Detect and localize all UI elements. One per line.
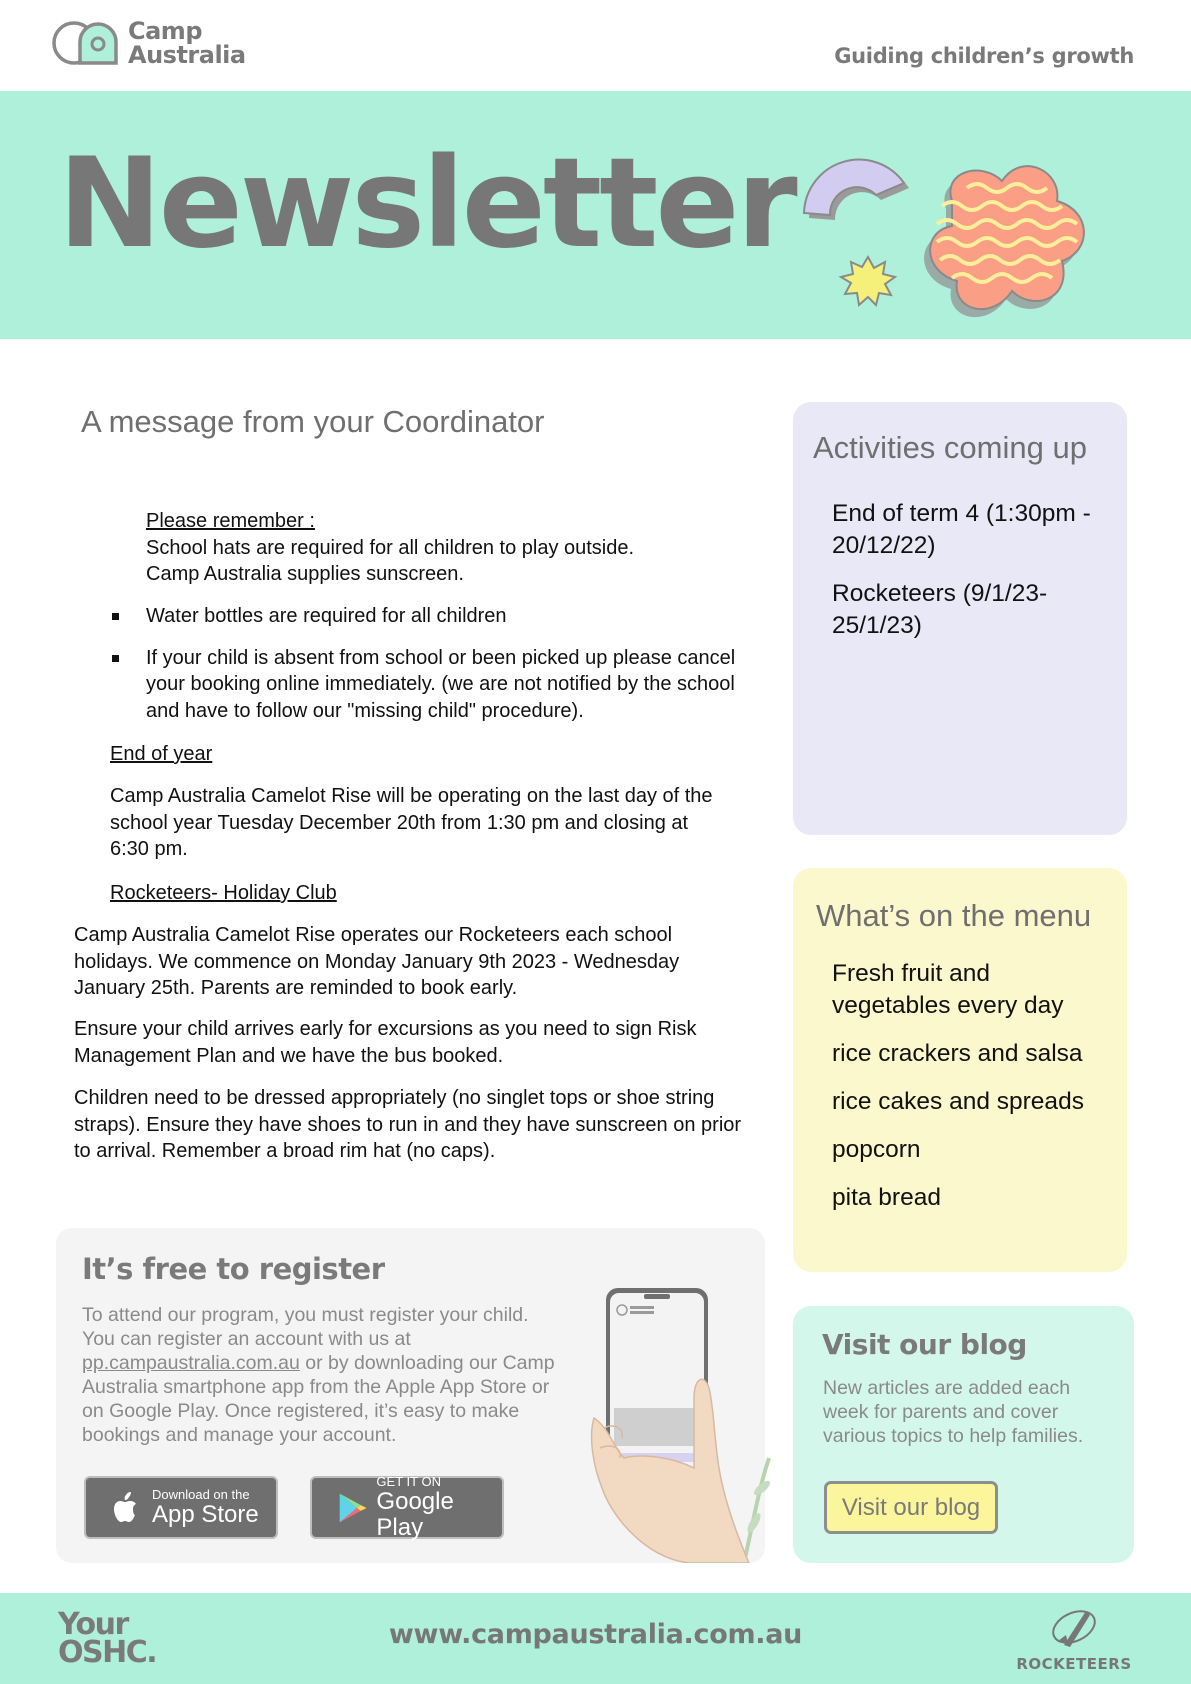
- apple-big-text: App Store: [152, 1500, 259, 1528]
- tagline: Guiding children’s growth: [834, 44, 1134, 68]
- page-title: Newsletter: [58, 132, 795, 276]
- remember-block: [146, 508, 766, 588]
- menu-item: popcorn: [832, 1136, 921, 1163]
- list-item: If your child is absent from school or been picked up please cancel your booking online immediately. (we are not notified by the school and have to follow our "missing child" procedure).: [110, 645, 750, 725]
- phone-in-hand-illustration: [584, 1288, 774, 1563]
- activities-card: [793, 402, 1127, 835]
- footer: [0, 1593, 1191, 1684]
- rocketeers-logo-text: ROCKETEERS: [1016, 1655, 1132, 1673]
- rocketeers-paragraph: Camp Australia Camelot Rise operates our Rocketeers each school holidays. We commence on Monday January 9th 2023 - Wednesday January 25th. Parents are reminded to book early.: [74, 924, 680, 999]
- activity-item: End of term 4 (1:30pm - 20/12/22): [832, 500, 1091, 559]
- google-play-button[interactable]: [310, 1473, 504, 1541]
- decorative-shapes-illustration: [792, 131, 1112, 321]
- camp-australia-logo[interactable]: [50, 18, 246, 68]
- blog-title: Visit our blog: [822, 1328, 1027, 1361]
- menu-item: rice crackers and salsa: [832, 1040, 1083, 1067]
- rocket-icon: [1014, 1605, 1134, 1651]
- menu-card: [793, 868, 1127, 1272]
- apple-icon: [106, 1488, 146, 1528]
- activity-item: Rocketeers (9/1/23-25/1/23): [832, 580, 1048, 639]
- your-oshc-line-1: Your: [58, 1607, 128, 1642]
- remember-line: School hats are required for all children to play outside.: [146, 536, 635, 559]
- remember-line: Camp Australia supplies sunscreen.: [146, 563, 464, 585]
- remember-label: Please remember :: [146, 510, 315, 532]
- google-small-text: GET IT ON: [376, 1473, 441, 1489]
- end-of-year-text: Camp Australia Camelot Rise will be operating on the last day of the school year Tuesday December 20th from 1:30 pm and closing at 6:30 pm.: [110, 785, 713, 860]
- excursion-paragraph: Ensure your child arrives early for excursions as you need to sign Risk Management Plan and we have the bus booked.: [74, 1018, 697, 1067]
- coordinator-heading: A message from your Coordinator: [81, 404, 545, 439]
- register-desc-text: or by downloading our Camp Australia smartphone app from the Apple App Store or on Google Play. Once registered, it’s easy to make bookings and manage your account.: [82, 1352, 555, 1446]
- menu-title: What’s on the menu: [816, 898, 1092, 933]
- hero-banner: [0, 91, 1191, 339]
- list-item: Water bottles are required for all children: [110, 603, 750, 630]
- app-store-button[interactable]: [84, 1476, 278, 1539]
- register-title: It’s free to register: [82, 1252, 385, 1286]
- dress-code-paragraph: Children need to be dressed appropriately (no singlet tops or shoe string straps). Ensure they have shoes to run in and they have sunscreen on prior to arrival. Remember a broad rim hat (no caps).: [74, 1087, 742, 1162]
- footer-website-link[interactable]: www.campaustralia.com.au: [388, 1619, 803, 1650]
- logo-line-2: Australia: [128, 41, 246, 69]
- end-of-year-label: End of year: [110, 743, 213, 765]
- rocketeers-label: Rocketeers- Holiday Club: [110, 882, 337, 904]
- menu-item: Fresh fruit and vegetables every day: [832, 960, 1064, 1019]
- top-bar: [0, 0, 1191, 91]
- reminder-list: [110, 603, 750, 739]
- register-desc-text: To attend our program, you must register your child. You can register an account with us at: [82, 1304, 529, 1350]
- camp-australia-logo-icon: [50, 18, 124, 68]
- register-panel: [56, 1228, 765, 1563]
- menu-item: rice cakes and spreads: [832, 1088, 1084, 1115]
- blog-description: New articles are added each week for parents and cover various topics to help families.: [823, 1377, 1084, 1447]
- register-description: [82, 1303, 562, 1447]
- logo-line-1: Camp: [128, 17, 202, 45]
- rocketeers-logo: [1014, 1605, 1134, 1673]
- google-big-text: Google Play: [376, 1487, 454, 1541]
- your-oshc-line-2: OSHC.: [58, 1635, 157, 1670]
- visit-blog-button[interactable]: Visit our blog: [824, 1481, 998, 1534]
- logo-text: [128, 19, 246, 67]
- menu-item: pita bread: [832, 1184, 941, 1211]
- register-link[interactable]: pp.campaustralia.com.au: [82, 1352, 300, 1374]
- activities-title: Activities coming up: [813, 430, 1087, 465]
- google-play-icon: [332, 1488, 370, 1528]
- apple-small-text: Download on the: [152, 1486, 250, 1502]
- blog-card: [793, 1306, 1134, 1563]
